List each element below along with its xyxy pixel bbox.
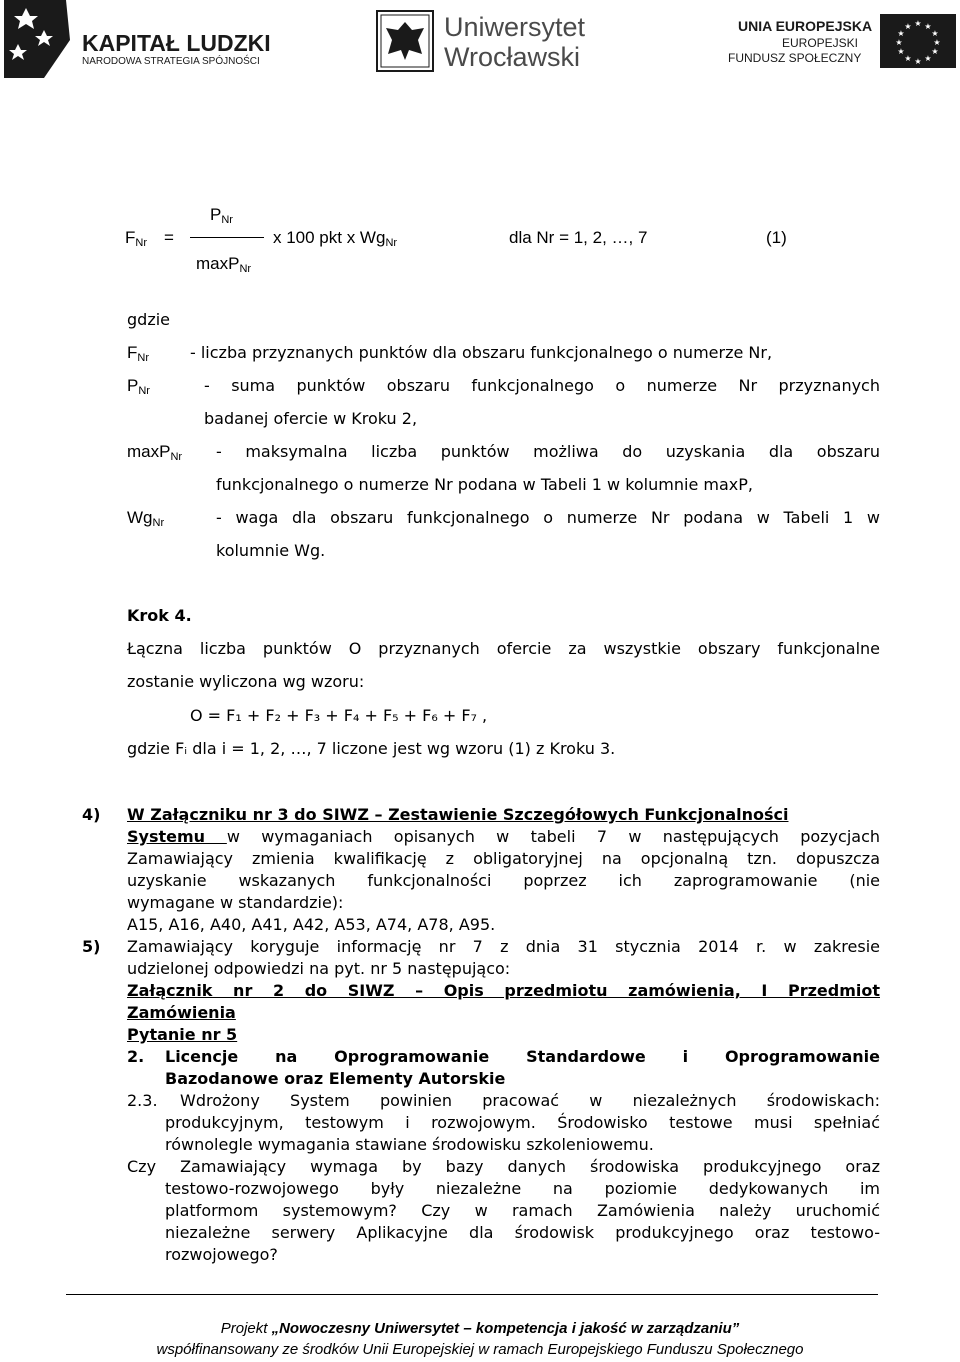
lhs-symbol: F [125,228,136,247]
multiplier-text: x 100 pkt x Wg [273,228,386,247]
multiplier-sub: Nr [385,237,398,249]
footer-project-label: Projekt [220,1320,272,1337]
legend-symbol-f [127,343,149,363]
svg-text:★: ★ [904,22,912,31]
numerator-sub: Nr [221,214,233,226]
eu-line2: EUROPEJSKI [782,36,859,50]
legend-desc-wg-2: kolumnie Wg. [216,541,326,560]
subsection-line2: produkcyjnym, testowym i rozwojowym. Środowisko testowe musi spełniać [165,1113,880,1132]
svg-text:★: ★ [904,54,912,63]
question-line5: rozwojowego? [165,1245,278,1264]
eu-logo [728,14,958,74]
item4-reference-link[interactable]: W Załączniku nr 3 do SIWZ – Zestawienie Szczegółowych Funkcjonalności [127,805,789,824]
legend-symbol-maxp [127,442,182,462]
kl-subtitle: NARODOWA STRATEGIA SPÓJNOŚCI [82,56,260,67]
denominator-symbol: maxP [196,254,240,273]
item5-line1: Zamawiający koryguje informację nr 7 z dnia 31 stycznia 2014 r. w zakresie [127,937,880,956]
legend-desc-maxp-2: funkcjonalnego o numerze Nr podana w Tabeli 1 w kolumnie maxP, [216,475,753,494]
legend-desc-p-2: badanej ofercie w Kroku 2, [204,409,418,428]
svg-text:★: ★ [924,54,932,63]
footer-divider [66,1294,878,1295]
svg-text:★: ★ [914,19,922,28]
eagle-crest-icon [376,10,434,72]
subsection-number: 2.3. [127,1091,158,1110]
legend-desc-f: - liczba przyznanych punktów dla obszaru funkcjonalnego o numerze Nr, [190,343,773,362]
svg-text:★: ★ [931,29,939,38]
krok4-equation: O = F₁ + F₂ + F₃ + F₄ + F₅ + F₆ + F₇ , [190,706,488,725]
uniwersytet-logo [376,10,586,80]
item4-line5: wymagane w standardzie): [127,893,344,912]
item5-line2: udzielonej odpowiedzi na pyt. nr 5 następująco: [127,959,511,978]
question-line2: testowo-rozwojowego były niezależne na poziomie dedykowanych im [165,1179,880,1198]
uni-line1: Uniwersytet [444,12,586,42]
item4-line3: Zamawiający zmienia kwalifikację z obligatoryjnej na opcjonalną tzn. dopuszcza [127,849,880,868]
svg-text:★: ★ [897,47,905,56]
svg-text:★: ★ [924,22,932,31]
footer-line2: współfinansowany ze środków Unii Europejskiej w ramach Europejskiego Funduszu Społecznego [156,1341,804,1358]
formula-denominator [196,254,251,274]
legend-symbol-p [127,376,150,396]
kl-title: KAPITAŁ LUDZKI [82,30,271,56]
legend-desc-wg-1: - waga dla obszaru funkcjonalnego o numerze Nr podana w Tabeli 1 w [216,508,880,527]
formula-equals: = [164,228,174,247]
svg-text:★: ★ [933,38,941,47]
formula-range: dla Nr = 1, 2, …, 7 [509,228,648,247]
question-line4: niezależne serwery Aplikacyjne dla środowisk produkcyjnego oraz testowo- [165,1223,880,1242]
eu-line1: UNIA EUROPEJSKA [738,18,873,34]
legend-sub: Nr [137,352,149,364]
footer-project-title: „Nowoczesny Uniwersytet – kompetencja i jakość w zarządzaniu” [271,1320,740,1337]
section-number: 2. [127,1047,145,1066]
section-title-2: Bazodanowe oraz Elementy Autorskie [165,1069,506,1088]
svg-text:★: ★ [931,47,939,56]
legend-sym: Wg [127,508,153,527]
item5-question-ref[interactable]: Pytanie nr 5 [127,1025,238,1044]
formula-numerator [210,205,233,225]
item4-line4: uzyskanie wskazanych funkcjonalności poprzez ich zaprogramowanie (nie [127,871,880,890]
item4-line2-text: w wymaganiach opisanych w tabeli 7 w następujących pozycjach [226,827,881,846]
section-title-1: Licencje na Oprogramowanie Standardowe i Oprogramowanie [165,1047,880,1066]
formula-lhs [125,228,147,248]
legend-desc-p-1: - suma punktów obszaru funkcjonalnego o numerze Nr przyznanych [204,376,880,395]
numerator-symbol: P [210,205,222,224]
svg-text:★: ★ [914,57,922,66]
krok4-note: gdzie Fᵢ dla i = 1, 2, …, 7 liczone jest wg wzoru (1) z Kroku 3. [127,739,616,758]
item5-reference-link[interactable]: Załącznik nr 2 do SIWZ – Opis przedmiotu zamówienia, I Przedmiot [127,981,880,1000]
item5-number: 5) [82,937,101,956]
kapital-ludzki-emblem-icon [4,0,74,80]
fraction-bar [190,237,264,238]
gdzie-label: gdzie [127,310,170,329]
svg-text:★: ★ [895,38,903,47]
item4-reference-link-cont[interactable]: Systemu [127,827,227,846]
legend-symbol-wg [127,508,164,528]
item4-line2 [127,827,880,846]
formula-multiplier [273,228,397,248]
legend-sub: Nr [138,385,150,397]
legend-sub: Nr [170,451,183,463]
legend-sym: maxP [127,442,171,461]
item5-reference-link-cont[interactable]: Zamówienia [127,1003,236,1022]
svg-text:★: ★ [897,29,905,38]
uni-line2: Wrocławski [444,42,581,72]
item4-number: 4) [82,805,101,824]
krok4-p1: Łączna liczba punktów O przyznanych ofercie za wszystkie obszary funkcjonalne [127,639,880,658]
krok4-title: Krok 4. [127,606,192,625]
krok4-p2: zostanie wyliczona wg wzoru: [127,672,365,691]
legend-desc-maxp-1: - maksymalna liczba punktów możliwa do uzyskania dla obszaru [216,442,880,461]
lhs-sub: Nr [135,237,147,249]
kapital-ludzki-logo [4,0,294,80]
subsection-line3: równolegle wymagania stawiane środowisku szkoleniowemu. [165,1135,654,1154]
legend-sym: P [127,376,139,395]
question-line1: Czy Zamawiający wymaga by bazy danych środowiska produkcyjnego oraz [127,1157,880,1176]
eu-line3: FUNDUSZ SPOŁECZNY [728,51,862,65]
question-line3: platformom systemowym? Czy w ramach Zamówienia należy uruchomić [165,1201,880,1220]
legend-sym: F [127,343,138,362]
formula-number: (1) [766,228,787,247]
legend-sub: Nr [152,517,165,529]
denominator-sub: Nr [239,263,252,275]
footer-line1 [0,1320,960,1337]
eu-flag-icon [880,14,956,68]
item4-codes: A15, A16, A40, A41, A42, A53, A74, A78, A95. [127,915,496,934]
subsection-line1: Wdrożony System powinien pracować w niezależnych środowiskach: [180,1091,880,1110]
